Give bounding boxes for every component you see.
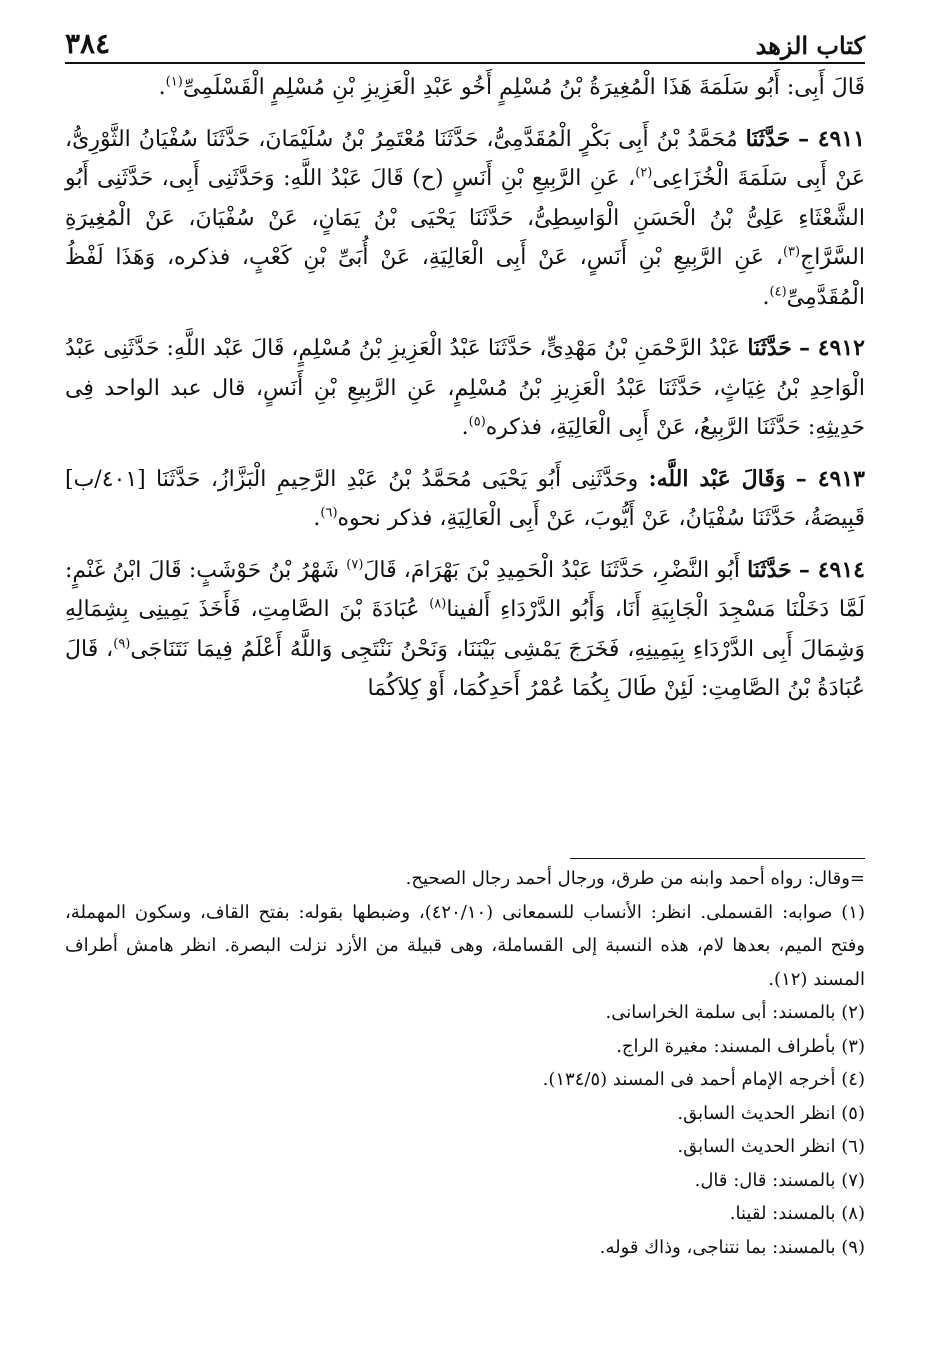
footnote-8: (٨) بالمسند: لقينا.: [729, 1203, 865, 1224]
hadith-text: عَبْدُ الرَّحْمَنِ بْنُ مَهْدِىٍّ، حَدَّثَنَا عَبْدُ الْعَزِيزِ بْنُ مُسْلِمٍ، قَالَ عَبْد اللَّهِ: حَدَّثَنِى عَبْدُ الْوَاحِدِ بْنُ غِيَاثٍ، حَدَّثَنَا عَبْدُ الْعَزِيزِ بْنُ مُسْلِمٍ، عَنِ الرَّبِيعِ بْنِ أَنَسٍ، قال عبد الواحد فِى حَدِيثِهِ: حَدَّثَنَا الرَّبِيعُ، عَنْ أَبِى الْعَالِيَةِ، فذكره: [65, 336, 865, 440]
hadith-number: ٤٩١٤ –: [798, 556, 865, 583]
footnote-ref: (٨): [429, 596, 447, 612]
hadith-number: ٤٩١١ –: [798, 125, 865, 152]
hadith-4912: ٤٩١٢ – حَدَّثَنَا عَبْدُ الرَّحْمَنِ بْنُ مَهْدِىٍّ، حَدَّثَنَا عَبْدُ الْعَزِيزِ بْنُ مُسْلِمٍ، قَالَ عَبْد اللَّهِ: حَدَّثَنِى عَبْدُ الْوَاحِدِ بْنُ غِيَاثٍ، حَدَّثَنَا عَبْدُ الْعَزِيزِ بْنُ مُسْلِمٍ، عَنِ الرَّبِيعِ بْنِ أَنَسٍ، قال عبد الواحد فِى حَدِيثِهِ: حَدَّثَنَا الرَّبِيعُ، عَنْ أَبِى الْعَالِيَةِ، فذكره$^{(٥)}$.: [65, 335, 865, 440]
footnote-ref: (٤): [769, 284, 787, 300]
hadith-lead: حَدَّثَنَا: [747, 556, 792, 583]
footnote-4: (٤) أخرجه الإمام أحمد فى المسند (١٣٤/٥).: [542, 1069, 865, 1090]
footnote-5: (٥) انظر الحديث السابق.: [677, 1102, 865, 1124]
hadith-4913: ٤٩١٣ – وَقَالَ عَبْد اللَّه: وحَدَّثَنِى أَبُو يَحْيَى مُحَمَّدُ بْنُ عَبْدِ الرَّحِيمِ الْبَزَّازُ، حَدَّثَنَا [٤٠١/ب] قَبِيصَةُ، حَدَّثَنَا سُفْيَانُ، عَنْ أَيُّوبَ، عَنْ أَبِى الْعَالِيَةِ، فذكر نحوه$^{(٦)}$.: [65, 465, 865, 531]
footnote-ref: (٥): [468, 414, 486, 430]
footnote-2: (٢) بالمسند: أبى سلمة الخراسانى.: [605, 1002, 865, 1023]
footnote-6: (٦) انظر الحديث السابق.: [677, 1136, 865, 1157]
page-header: [65, 18, 865, 60]
page-number: ٣٨٤: [65, 27, 111, 60]
hadith-lead: وَقَالَ عَبْد اللَّه:: [648, 465, 786, 492]
footnote-3: (٣) بأطراف المسند: مغيرة الراج.: [616, 1035, 865, 1057]
footnote-1: (١) صوابه: القسملى. انظر: الأنساب للسمعانى (٤٢٠/١٠)، وضبطها بقوله: بفتح القاف، وسكون المهملة، وفتح الميم، بعدها لام، هذه النسبة إلى القساملة، وهى قبيلة من الأزد نزلت البصرة. انظر هامش أطراف المسند (١٢).: [65, 901, 865, 990]
hadith-lead: حَدَّثَنَا: [745, 125, 791, 152]
hadith-text: عُبَادَةَ بْنَ الصَّامِتِ، فَأَخَذَ يَمِينِى بِشِمَالِهِ وَشِمَالَ أَبِى الدَّرْدَاءِ بِيَمِينِهِ، فَخَرَجَ يَمْشِى بَيْنَنَا، وَنَحْنُ نَنْتَجِى وَاللَّهُ أَعْلَمُ فِيمَا نَتَنَاجَى: [65, 597, 865, 662]
footnote-rule: [570, 858, 865, 859]
hadith-lead: حَدَّثَنَا: [747, 335, 793, 361]
footnote-7: (٧) بالمسند: قال: قال.: [694, 1169, 865, 1191]
footnote-ref: (١): [165, 74, 183, 90]
header-rule: [65, 62, 865, 64]
footnote-ref: (٦): [320, 505, 338, 521]
hadith-number: ٤٩١٣ –: [795, 465, 865, 492]
footnotes: [65, 862, 865, 1264]
hadith-text: أَبُو النَّضْرِ، حَدَّثَنَا عَبْدُ الْحَمِيدِ بْنَ بَهْرَامَ، قَالَ: [363, 557, 740, 583]
footnote-ref: (٣): [782, 244, 801, 260]
book-title: كتاب الزهد: [755, 31, 865, 60]
hadith-text: ، قَالَ عُبَادَةُ بْنُ الصَّامِتِ: لَئِنْ طَالَ بِكُمَا عُمْرُ أَحَدِكُمَا، أَوْ كِلاَكُمَا: [65, 636, 865, 701]
main-text: [65, 68, 865, 709]
hadith-text: ، عَنِ الرَّبِيعِ بْنِ أَنَسٍ، عَنْ أَبِى الْعَالِيَةِ، عَنْ أُبَىِّ بْنِ كَعْبٍ، فذكره، وَهَذَا لَفْظُ الْمُقَدَّمِىِّ: [65, 245, 865, 310]
hadith-4914: [65, 551, 865, 709]
footnote-ref: (٢): [635, 165, 653, 181]
footnote-9: (٩) بالمسند: بما نتناجى، وذاك قوله.: [599, 1236, 865, 1258]
hadith-text: مُحَمَّدُ بْنُ أَبِى بَكْرٍ الْمُقَدَّمِىُّ، حَدَّثَنَا مُعْتَمِرُ بْنُ سُلَيْمَانَ، حَدَّثَنَا سُفْيَانُ الثَّوْرِىُّ، عَنْ أَبِى سَلَمَةَ الْخُزَاعِى: [65, 126, 865, 191]
hadith-text: شَهْرُ بْنُ حَوْشَبٍ: قَالَ ابْنُ غَنْمٍ: لَمَّا دَخَلْنَا مَسْجِدَ الْجَابِيَةِ أَنَا، وَأَبُو الدَّرْدَاءِ أَلفينا: [65, 557, 866, 622]
hadith-4911: ٤٩١١ – حَدَّثَنَا مُحَمَّدُ بْنُ أَبِى بَكْرٍ الْمُقَدَّمِىُّ، حَدَّثَنَا مُعْتَمِرُ بْنُ سُلَيْمَانَ، حَدَّثَنَا سُفْيَانُ الثَّوْرِىُّ، عَنْ أَبِى سَلَمَةَ الْخُزَاعِى$^{(٢)}$، عَنِ الرَّبِيعِ بْنِ أَنَسٍ (ح) قَالَ عَبْدُ اللَّهِ: وَحَدَّثَنِى أَبِى، حَدَّثَنِى أَبُو الشَّعْثَاءِ عَلِىُّ بْنُ الْحَسَنِ الْوَاسِطِىُّ، حَدَّثَنَا يَحْيَى بْنُ يَمَانٍ، عَنْ سُفْيَانَ، عَنْ الْمُغِيرَةِ السَّرَّاجِ$^{(٣)}$، عَنِ الرَّبِيعِ بْنِ أَنَسٍ، عَنْ أَبِى الْعَالِيَةِ، عَنْ أُبَىِّ بْنِ كَعْبٍ، فذكره، وَهَذَا لَفْظُ الْمُقَدَّمِىِّ$^{(٤)}$.: [65, 125, 865, 310]
footnote-ref: (٧): [346, 557, 364, 573]
footnote-carry: =وقال: رواه أحمد وابنه من طرق، ورجال أحمد رجال الصحيح.: [405, 868, 865, 889]
continuation-paragraph: قَالَ أَبِى: أَبُو سَلَمَةَ هَذَا الْمُغِيرَةُ بْنُ مُسْلِمٍ أَخُو عَبْدِ الْعَزِيزِ بْنِ مُسْلِمٍ الْقَسْلَمِىِّ$^{(١)}$.: [158, 74, 865, 100]
hadith-number: ٤٩١٢ –: [799, 335, 865, 361]
hadith-text: ، عَنِ الرَّبِيعِ بْنِ أَنَسٍ (ح) قَالَ عَبْدُ اللَّهِ: وَحَدَّثَنِى أَبِى، حَدَّثَنِى أَبُو الشَّعْثَاءِ عَلِىُّ بْنُ الْحَسَنِ الْوَاسِطِىُّ، حَدَّثَنَا يَحْيَى بْنُ يَمَانٍ، عَنْ سُفْيَانَ، عَنْ الْمُغِيرَةِ السَّرَّاجِ: [65, 166, 865, 270]
hadith-text: وحَدَّثَنِى أَبُو يَحْيَى مُحَمَّدُ بْنُ عَبْدِ الرَّحِيمِ الْبَزَّازُ، حَدَّثَنَا [٤٠١/ب] قَبِيصَةُ، حَدَّثَنَا سُفْيَانُ، عَنْ أَيُّوبَ، عَنْ أَبِى الْعَالِيَةِ، فذكر نحوه: [65, 466, 865, 531]
continuation-text: قَالَ أَبِى: أَبُو سَلَمَةَ هَذَا الْمُغِيرَةُ بْنُ مُسْلِمٍ أَخُو عَبْدِ الْعَزِيزِ بْنِ مُسْلِمٍ الْقَسْلَمِىِّ: [182, 75, 865, 100]
footnote-ref: (٩): [113, 636, 131, 652]
